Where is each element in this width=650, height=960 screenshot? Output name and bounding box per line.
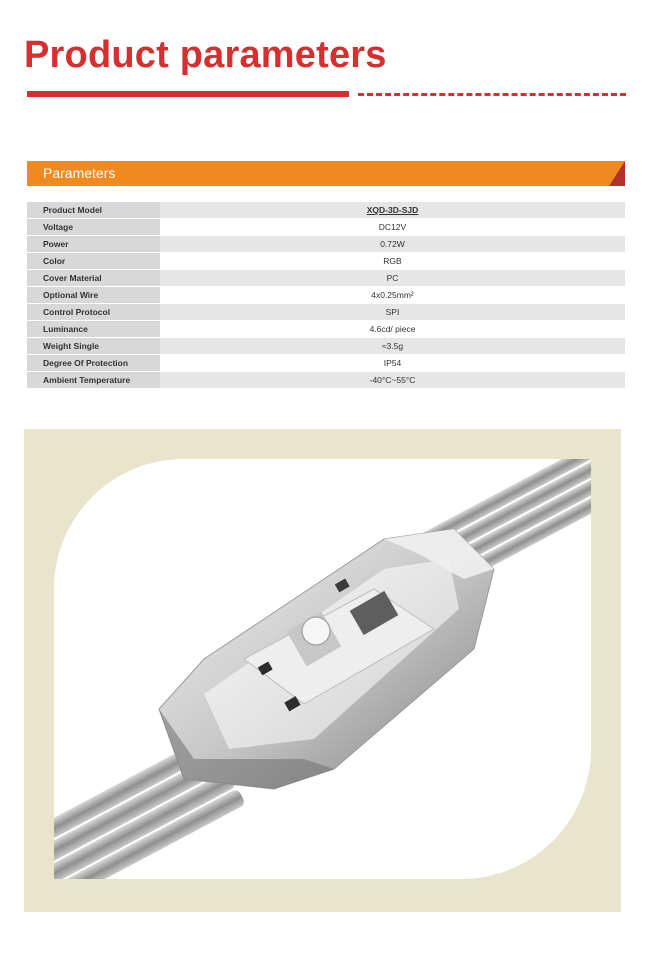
param-label: Optional Wire	[27, 287, 160, 304]
section-label: Parameters	[43, 165, 116, 181]
param-value: XQD-3D-SJD	[160, 202, 625, 219]
parameters-section-header	[27, 161, 625, 186]
table-row	[27, 355, 625, 372]
param-label: Weight Single	[27, 338, 160, 355]
table-row	[27, 202, 625, 219]
param-value: SPI	[160, 304, 625, 321]
table-row	[27, 321, 625, 338]
table-row	[27, 372, 625, 389]
table-row	[27, 304, 625, 321]
page-title: Product parameters	[24, 34, 387, 76]
param-label: Color	[27, 253, 160, 270]
param-value: ≈3.5g	[160, 338, 625, 355]
param-value: 0.72W	[160, 236, 625, 253]
param-label: Control Protocol	[27, 304, 160, 321]
param-label: Luminance	[27, 321, 160, 338]
table-row	[27, 270, 625, 287]
table-row	[27, 236, 625, 253]
param-label: Product Model	[27, 202, 160, 219]
param-label: Degree Of Protection	[27, 355, 160, 372]
param-value: 4x0.25mm²	[160, 287, 625, 304]
title-underline-dashed	[358, 93, 626, 96]
product-photo-frame	[24, 429, 621, 912]
param-value: IP54	[160, 355, 625, 372]
title-underline-solid	[27, 91, 349, 97]
table-row	[27, 287, 625, 304]
section-corner-accent	[609, 161, 625, 186]
param-value: 4.6cd/ piece	[160, 321, 625, 338]
product-photo	[54, 459, 591, 879]
param-label: Voltage	[27, 219, 160, 236]
param-value: DC12V	[160, 219, 625, 236]
table-row	[27, 338, 625, 355]
param-label: Cover Material	[27, 270, 160, 287]
param-value: -40°C~55°C	[160, 372, 625, 389]
param-label: Ambient Temperature	[27, 372, 160, 389]
parameters-table	[27, 202, 625, 389]
param-value: PC	[160, 270, 625, 287]
table-row	[27, 253, 625, 270]
param-label: Power	[27, 236, 160, 253]
param-value: RGB	[160, 253, 625, 270]
table-row	[27, 219, 625, 236]
led-module-illustration	[54, 459, 591, 879]
